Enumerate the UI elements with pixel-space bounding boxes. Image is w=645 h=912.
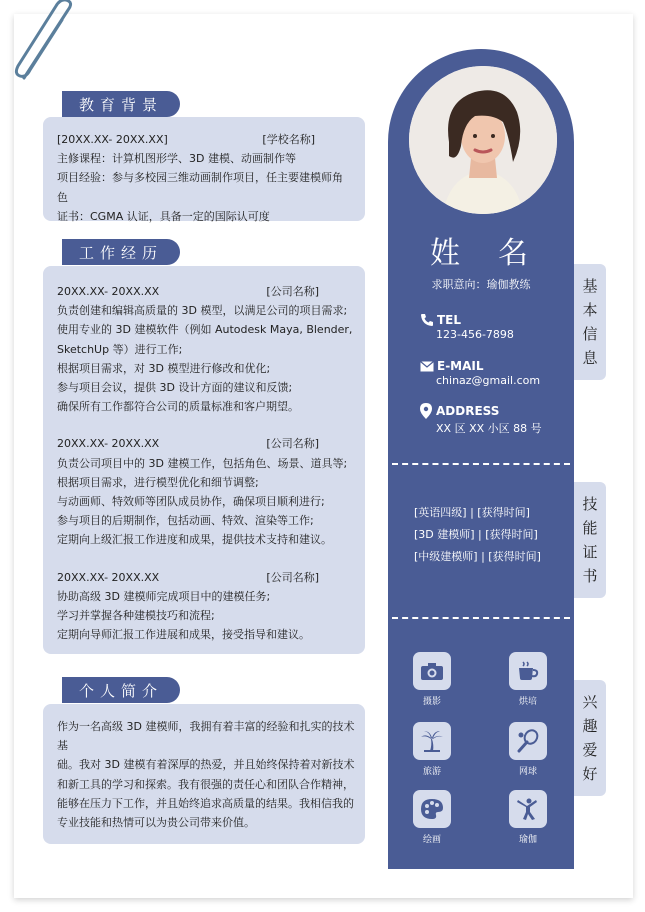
cert-item: [3D 建模师] | [获得时间] [414, 528, 538, 541]
tab-char: 息 [582, 349, 598, 367]
divider [392, 463, 570, 465]
profile-line: 能够在压力下工作，并且始终追求高质量的结果。我相信我的 [57, 796, 354, 810]
tab-char: 技 [582, 495, 598, 513]
divider [392, 617, 570, 619]
address-block [420, 403, 542, 436]
profile-line: 和新工具的学习和探索。我有很强的责任心和团队合作精神， [57, 777, 354, 791]
coffee-cup-icon [516, 660, 540, 682]
job-line: 协助高级 3D 建模师完成项目中的建模任务; [57, 589, 271, 603]
tel-value: 123-456-7898 [436, 328, 514, 341]
phone-icon [420, 313, 434, 327]
hobby-item [402, 722, 462, 777]
tab-char: 信 [582, 325, 598, 343]
job-line: SketchUp 等）进行工作; [57, 342, 183, 356]
cert-list [414, 502, 541, 568]
tab-char: 兴 [582, 693, 598, 711]
tab-char: 好 [582, 765, 598, 783]
education-card [43, 117, 365, 221]
email-block [420, 359, 540, 387]
tel-block [420, 313, 514, 341]
camera-icon [420, 661, 444, 681]
job-line: 学习并掌握各种建模技巧和流程; [57, 609, 215, 623]
tennis-racket-icon [516, 729, 540, 753]
hobby-label: 绘画 [422, 835, 441, 845]
job-date: 20XX.XX- 20XX.XX [57, 437, 160, 451]
job-line: 使用专业的 3D 建模软件（例如 Autodesk Maya, Blender, [57, 323, 353, 337]
work-card [43, 266, 365, 654]
job-line: 定期向上级汇报工作进度和成果，提供技术支持和建议。 [57, 533, 332, 547]
profile-line: 作为一名高级 3D 建模师，我拥有着丰富的经验和扎实的技术基 [57, 720, 355, 753]
job-line: 参与项目会议，提供 3D 设计方面的建议和反馈; [57, 381, 293, 395]
portrait-icon [409, 66, 557, 214]
job-entry [57, 434, 355, 549]
tab-char: 爱 [582, 741, 598, 759]
job-line: 确保所有工作都符合公司的质量标准和客户期望。 [57, 400, 299, 414]
profile-section-title: 个人简介 [62, 677, 180, 703]
tab-char: 基 [582, 277, 598, 295]
tel-label: TEL [437, 313, 462, 327]
paperclip-icon [6, 0, 76, 86]
hobby-item [498, 652, 558, 707]
education-school: [学校名称] [262, 133, 315, 146]
tab-hobbies [574, 680, 606, 796]
job-company: [公司名称] [266, 285, 319, 298]
address-label: ADDRESS [436, 404, 500, 418]
education-date: [20XX.XX- 20XX.XX] [57, 133, 168, 146]
tab-char: 趣 [582, 717, 598, 735]
education-line: 项目经验：参与多校园三维动画制作项目，任主要建模师角色 [57, 171, 343, 204]
job-line: 定期向导师汇报工作进展和成果，接受指导和建议。 [57, 628, 310, 642]
job-line: 负责创建和编辑高质量的 3D 模型，以满足公司的项目需求; [57, 304, 348, 318]
address-value: XX 区 XX 小区 88 号 [436, 422, 542, 435]
job-company: [公司名称] [266, 570, 319, 584]
job-entry [57, 568, 355, 645]
envelope-icon [420, 361, 434, 372]
job-line: 负责公司项目中的 3D 建模工作，包括角色、场景、道具等; [57, 456, 348, 470]
hobby-item [402, 652, 462, 707]
education-section-title: 教育背景 [62, 91, 180, 117]
tab-char: 证 [582, 543, 598, 561]
hobby-item [498, 790, 558, 845]
job-company: [公司名称] [266, 437, 319, 451]
work-section-title: 工作经历 [62, 239, 180, 265]
candidate-name: 姓 名 [430, 236, 532, 271]
education-line: 证书：CGMA 认证，具备一定的国际认可度 [57, 209, 270, 223]
hobby-label: 瑜伽 [518, 835, 537, 845]
hobby-label: 烘培 [518, 697, 537, 707]
cert-item: [英语四级] | [获得时间] [414, 506, 530, 519]
profile-line: 础。我对 3D 建模有着深厚的热爱，并且始终保持着对新技术 [57, 758, 355, 772]
avatar [409, 66, 557, 214]
job-line: 与动画师、特效师等团队成员协作，确保项目顺利进行; [57, 495, 325, 509]
location-pin-icon [420, 403, 432, 419]
job-date: 20XX.XX- 20XX.XX [57, 570, 160, 584]
tab-skills-certificates [574, 482, 606, 598]
job-entry [57, 282, 355, 416]
email-value: chinaz@gmail.com [436, 374, 541, 387]
job-line: 根据项目需求，进行模型优化和细节调整; [57, 475, 259, 489]
hobby-label: 旅游 [422, 767, 441, 777]
hobby-label: 网球 [518, 767, 537, 777]
tab-basic-info [574, 264, 606, 380]
education-line: 主修课程：计算机图形学、3D 建模、动画制作等 [57, 152, 296, 166]
job-date: 20XX.XX- 20XX.XX [57, 285, 160, 298]
job-line: 根据项目需求，对 3D 模型进行修改和优化; [57, 361, 271, 375]
tab-char: 本 [582, 301, 598, 319]
hobby-item [498, 722, 558, 777]
hobby-item [402, 790, 462, 845]
hobby-label: 摄影 [422, 697, 441, 707]
palm-tree-icon [420, 729, 444, 753]
tab-char: 书 [582, 567, 598, 585]
profile-line: 专业技能和热情可以为贵公司带来价值。 [57, 816, 255, 830]
job-line: 参与项目的后期制作，包括动画、特效、渲染等工作; [57, 514, 314, 528]
palette-icon [420, 798, 444, 820]
tab-char: 能 [582, 519, 598, 537]
profile-card [43, 704, 365, 844]
cert-item: [中级建模师] | [获得时间] [414, 550, 541, 563]
job-intention: 求职意向：瑜伽教练 [431, 278, 531, 291]
yoga-pose-icon [516, 797, 540, 821]
email-label: E-MAIL [437, 359, 484, 373]
